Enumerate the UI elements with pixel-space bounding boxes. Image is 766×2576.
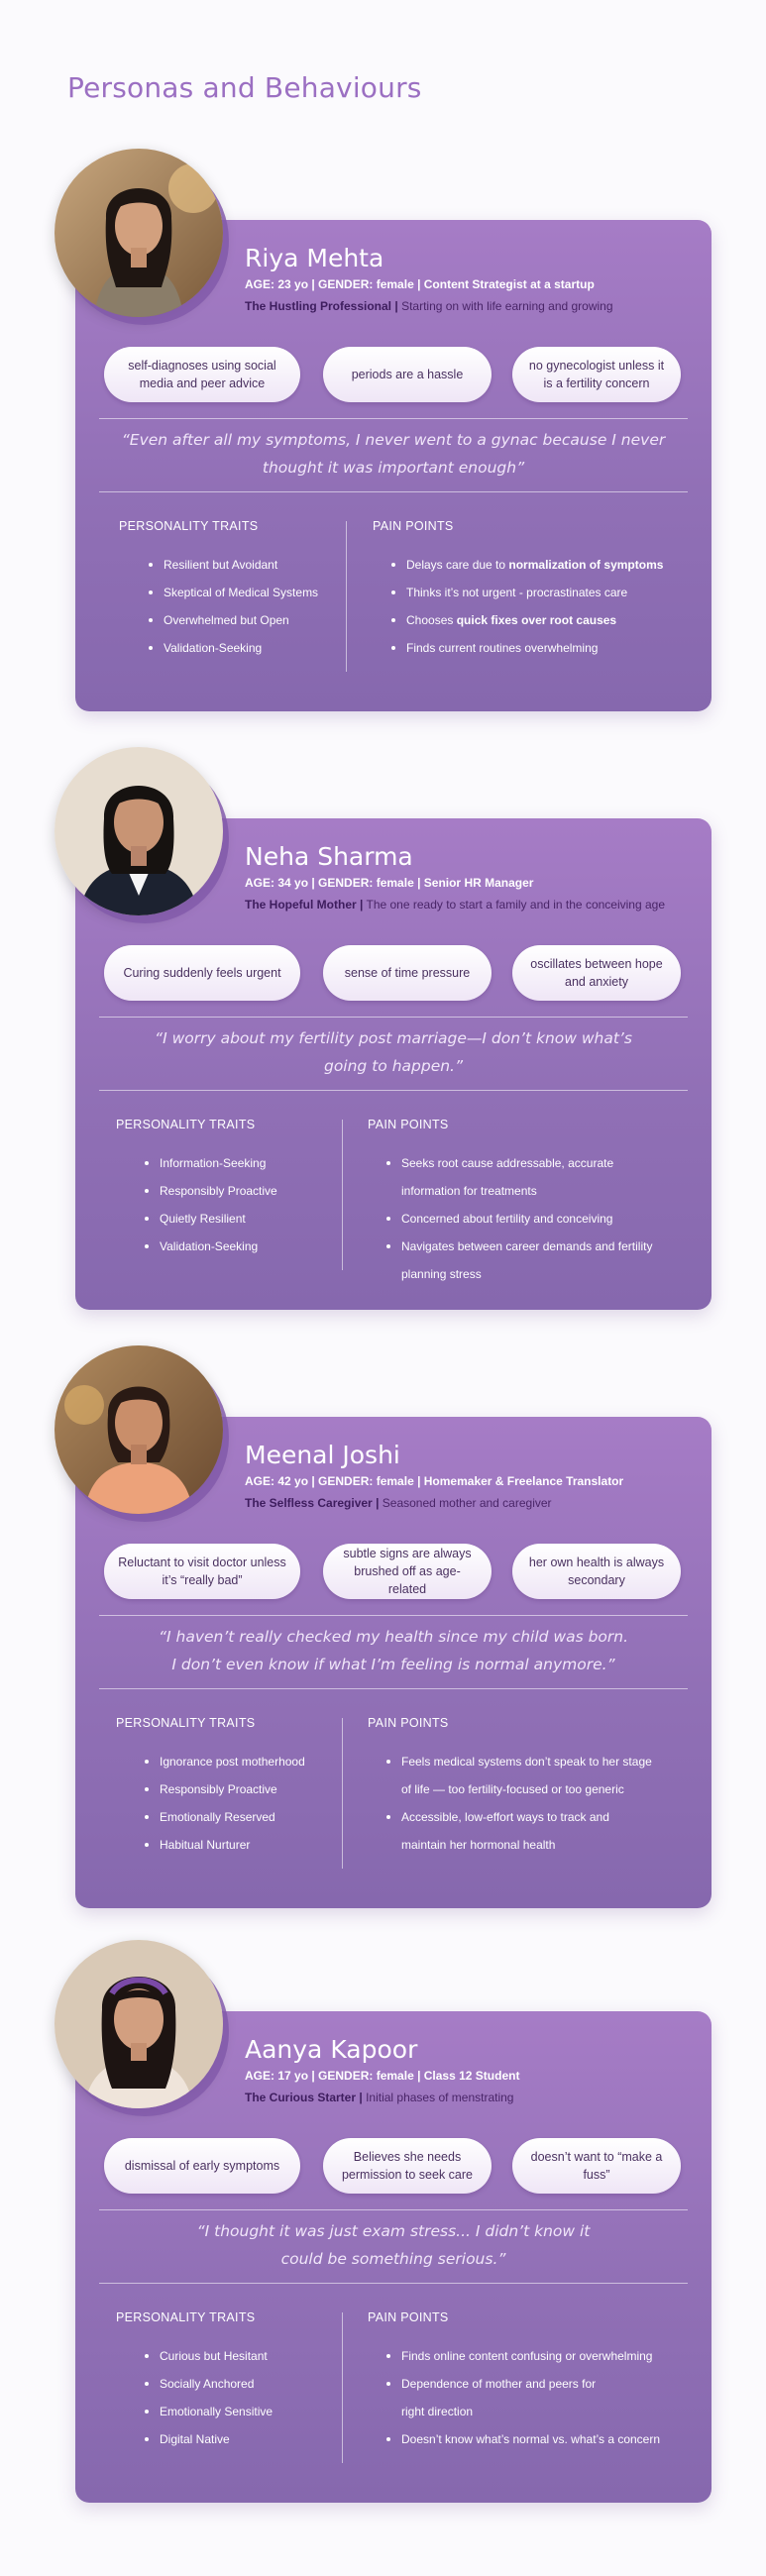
column-divider (346, 521, 347, 672)
persona-name: Riya Mehta (245, 244, 384, 272)
persona-quote (105, 2217, 682, 2273)
trait-item: Ignorance post motherhood (143, 1748, 305, 1775)
trait-item: Emotionally Sensitive (143, 2398, 273, 2425)
behaviour-pill: doesn’t want to “make a fuss” (512, 2138, 681, 2194)
trait-item: Digital Native (143, 2425, 273, 2453)
persona-name: Neha Sharma (245, 842, 413, 871)
persona-role-desc: Seasoned mother and caregiver (382, 1496, 552, 1510)
quote-line: “I haven’t really checked my health since my child was born. (158, 1628, 629, 1646)
trait-item: Emotionally Reserved (143, 1803, 305, 1831)
trait-item: Responsibly Proactive (143, 1177, 277, 1205)
quote-line: “Even after all my symptoms, I never went to a gynac because I never (121, 431, 666, 449)
pain-title: PAIN POINTS (368, 2310, 449, 2324)
divider (99, 2209, 688, 2210)
persona-role: The Hopeful Mother | (245, 898, 364, 912)
trait-item: Skeptical of Medical Systems (147, 579, 318, 606)
trait-item: Overwhelmed but Open (147, 606, 318, 634)
pain-item: Finds current routines overwhelming (389, 634, 663, 662)
pain-title: PAIN POINTS (368, 1716, 449, 1730)
persona-role: The Selfless Caregiver | (245, 1496, 380, 1510)
pain-list (384, 1149, 652, 1288)
persona-meta: AGE: 42 yo | GENDER: female | Homemaker & Freelance Translator (245, 1474, 624, 1488)
persona-role: The Curious Starter | (245, 2091, 363, 2104)
pain-title: PAIN POINTS (368, 1118, 449, 1131)
portrait-photo (55, 1940, 223, 2108)
quote-line: I don’t even know if what I’m feeling is normal anymore.” (171, 1656, 615, 1673)
column-divider (342, 2312, 343, 2463)
portrait-photo (55, 149, 223, 317)
persona-role-desc: Starting on with life earning and growing (401, 299, 613, 313)
behaviour-pill: dismissal of early symptoms (104, 2138, 300, 2194)
pain-item: Chooses quick fixes over root causes (389, 606, 663, 634)
trait-item: Quietly Resilient (143, 1205, 277, 1233)
traits-list (143, 1748, 305, 1859)
divider (99, 418, 688, 419)
persona-tagline (245, 2091, 513, 2104)
divider (99, 1090, 688, 1091)
pain-item: Feels medical systems don’t speak to her stage of life — too fertility-focused or too generic (384, 1748, 652, 1803)
persona-role: The Hustling Professional | (245, 299, 398, 313)
pain-item: Dependence of mother and peers for right direction (384, 2370, 660, 2425)
divider (99, 1688, 688, 1689)
persona-quote (105, 1024, 682, 1080)
persona-role-desc: The one ready to start a family and in the conceiving age (366, 898, 665, 912)
traits-list (147, 551, 318, 662)
divider (99, 2283, 688, 2284)
persona-meta: AGE: 34 yo | GENDER: female | Senior HR Manager (245, 876, 534, 890)
pain-item: Concerned about fertility and conceiving (384, 1205, 652, 1233)
quote-line: going to happen.” (323, 1057, 464, 1075)
persona-quote (105, 426, 682, 482)
trait-item: Resilient but Avoidant (147, 551, 318, 579)
behaviour-pill: subtle signs are always brushed off as age-related (323, 1544, 492, 1599)
trait-item: Validation-Seeking (147, 634, 318, 662)
persona-tagline (245, 1496, 552, 1510)
quote-line: “I thought it was just exam stress... I didn’t know it (196, 2222, 591, 2240)
behaviour-pill: self-diagnoses using social media and peer advice (104, 347, 300, 402)
trait-item: Habitual Nurturer (143, 1831, 305, 1859)
column-divider (342, 1120, 343, 1270)
traits-list (143, 2342, 273, 2453)
divider (99, 1017, 688, 1018)
pain-list (384, 1748, 652, 1859)
behaviour-pill: Curing suddenly feels urgent (104, 945, 300, 1001)
pain-title: PAIN POINTS (373, 519, 454, 533)
persona-tagline (245, 299, 613, 313)
trait-item: Responsibly Proactive (143, 1775, 305, 1803)
pain-list (384, 2342, 660, 2453)
behaviour-pill: sense of time pressure (323, 945, 492, 1001)
pain-item: Thinks it’s not urgent - procrastinates care (389, 579, 663, 606)
trait-item: Information-Seeking (143, 1149, 277, 1177)
behaviour-pill: her own health is always secondary (512, 1544, 681, 1599)
portrait-photo (55, 747, 223, 915)
trait-item: Socially Anchored (143, 2370, 273, 2398)
traits-list (143, 1149, 277, 1260)
portrait-photo (55, 1345, 223, 1514)
pain-item: Delays care due to normalization of symptoms (389, 551, 663, 579)
traits-title: PERSONALITY TRAITS (116, 1716, 256, 1730)
avatar (55, 1345, 223, 1514)
page-title: Personas and Behaviours (67, 71, 422, 104)
behaviour-pill: oscillates between hope and anxiety (512, 945, 681, 1001)
quote-line: thought it was important enough” (262, 459, 525, 477)
persona-meta: AGE: 17 yo | GENDER: female | Class 12 Student (245, 2069, 520, 2083)
behaviour-pill: Believes she needs permission to seek care (323, 2138, 492, 2194)
divider (99, 491, 688, 492)
divider (99, 1615, 688, 1616)
persona-name: Meenal Joshi (245, 1441, 400, 1469)
quote-line: “I worry about my fertility post marriage—I don’t know what’s (155, 1029, 632, 1047)
pain-item: Accessible, low-effort ways to track and maintain her hormonal health (384, 1803, 652, 1859)
traits-title: PERSONALITY TRAITS (116, 1118, 256, 1131)
avatar (55, 1940, 223, 2108)
traits-title: PERSONALITY TRAITS (119, 519, 259, 533)
trait-item: Validation-Seeking (143, 1233, 277, 1260)
behaviour-pill: Reluctant to visit doctor unless it’s “really bad” (104, 1544, 300, 1599)
pain-item: Finds online content confusing or overwhelming (384, 2342, 660, 2370)
trait-item: Curious but Hesitant (143, 2342, 273, 2370)
avatar (55, 149, 223, 317)
pain-list (389, 551, 663, 662)
column-divider (342, 1718, 343, 1869)
persona-role-desc: Initial phases of menstrating (366, 2091, 514, 2104)
persona-meta: AGE: 23 yo | GENDER: female | Content Strategist at a startup (245, 277, 595, 291)
pain-item: Doesn’t know what’s normal vs. what’s a concern (384, 2425, 660, 2453)
avatar (55, 747, 223, 915)
quote-line: could be something serious.” (280, 2250, 506, 2268)
traits-title: PERSONALITY TRAITS (116, 2310, 256, 2324)
pain-item: Seeks root cause addressable, accurate information for treatments (384, 1149, 652, 1205)
behaviour-pill: no gynecologist unless it is a fertility concern (512, 347, 681, 402)
persona-tagline (245, 898, 665, 912)
persona-name: Aanya Kapoor (245, 2035, 418, 2064)
behaviour-pill: periods are a hassle (323, 347, 492, 402)
persona-quote (105, 1623, 682, 1678)
pain-item: Navigates between career demands and fertility planning stress (384, 1233, 652, 1288)
